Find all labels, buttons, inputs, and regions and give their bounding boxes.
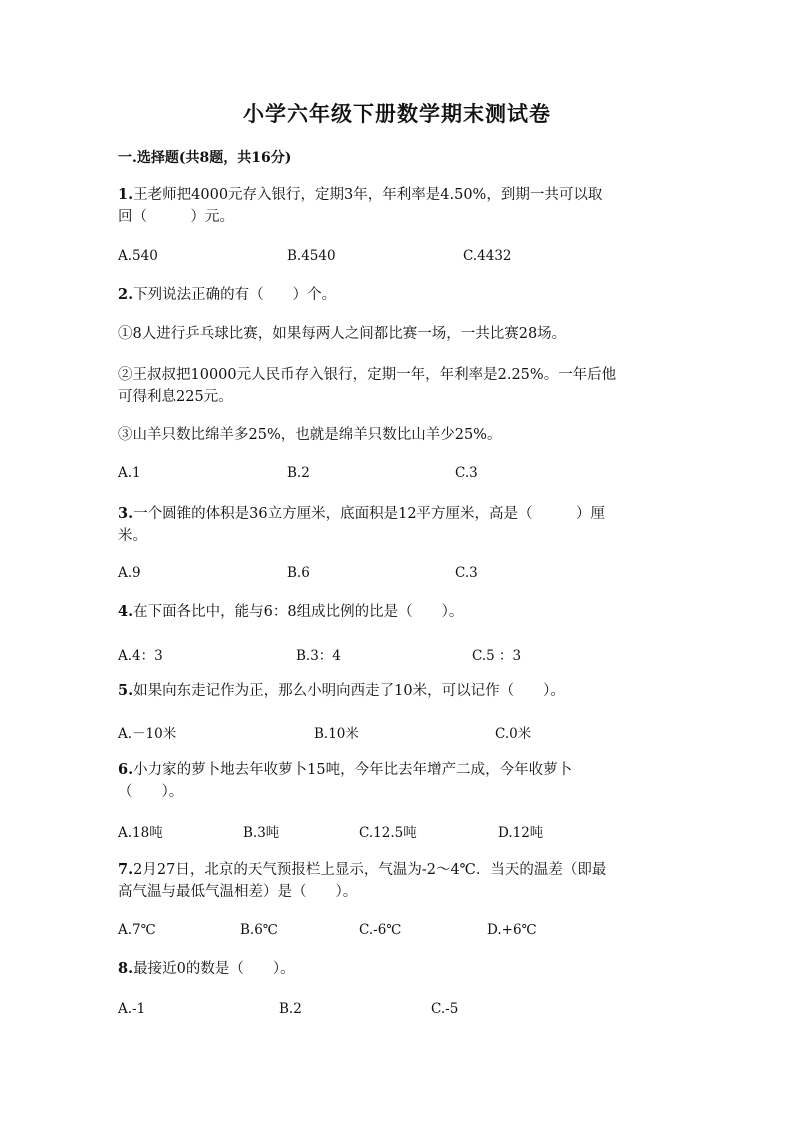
option-a: A.9 (118, 565, 141, 581)
question-text: 如果向东走记作为正，那么小明向西走了10米，可以记作（ ）。 (133, 683, 565, 699)
option-a: A.1 (118, 465, 141, 481)
question-number: 4. (118, 603, 134, 620)
question-number: 6. (118, 761, 134, 778)
question-text-continued: 高气温与最低气温相差）是（ ）。 (118, 884, 358, 900)
option-b: B.4540 (287, 248, 336, 264)
option-b: B.6 (287, 565, 310, 581)
question-text: 王老师把4000元存入银行，定期3年，年利率是4.50%，到期一共可以取 (133, 187, 603, 203)
option-c: C.-5 (431, 1001, 459, 1017)
question-text: 在下面各比中，能与6：8组成比例的比是（ ）。 (133, 604, 464, 620)
question-6 (118, 759, 678, 781)
statement-2-continued: 可得利息225元。 (118, 389, 233, 405)
question-1 (118, 184, 678, 206)
option-b: B.2 (287, 465, 310, 481)
option-a: A.-1 (118, 1001, 146, 1017)
question-2 (118, 284, 678, 306)
question-8 (118, 958, 678, 980)
question-text: 下列说法正确的有（ ）个。 (133, 287, 337, 303)
question-7 (118, 859, 678, 881)
option-b: B.6℃ (240, 922, 278, 938)
page-title: 小学六年级下册数学期末测试卷 (243, 101, 551, 126)
question-text: 小力家的萝卜地去年收萝卜15吨，今年比去年增产二成，今年收萝卜 (133, 762, 573, 778)
option-b: B.3吨 (243, 825, 280, 841)
statement-3: ③山羊只数比绵羊多25%，也就是绵羊只数比山羊少25%。 (118, 427, 502, 443)
section-heading: 一.选择题(共8题，共16分) (118, 150, 292, 166)
question-3 (118, 503, 678, 525)
question-text: 最接近0的数是（ ）。 (133, 961, 295, 977)
option-a: A.540 (118, 248, 158, 264)
statement-2: ②王叔叔把10000元人民币存入银行，定期一年，年利率是2.25%。一年后他 (118, 367, 617, 383)
question-number: 1. (118, 186, 134, 203)
question-5 (118, 680, 678, 702)
option-a: A.4：3 (118, 648, 163, 664)
option-c: C.12.5吨 (359, 825, 417, 841)
option-a: A.7℃ (118, 922, 156, 938)
option-c: C.4432 (463, 248, 512, 264)
statement-1: ①8人进行乒乓球比赛，如果每两人之间都比赛一场，一共比赛28场。 (118, 326, 567, 342)
option-d: D.+6℃ (487, 922, 537, 938)
question-text-continued: 回（ ）元。 (118, 209, 234, 225)
question-number: 7. (118, 861, 134, 878)
option-b: B.10米 (314, 726, 359, 742)
question-text-continued: （ ）。 (118, 784, 184, 800)
option-a: A.18吨 (118, 825, 163, 841)
option-c: C.0米 (495, 726, 532, 742)
question-number: 5. (118, 682, 134, 699)
question-number: 2. (118, 286, 134, 303)
question-4 (118, 601, 678, 623)
question-number: 8. (118, 960, 134, 977)
option-b: B.2 (279, 1001, 302, 1017)
question-text-continued: 米。 (118, 528, 147, 544)
option-c: C.3 (455, 465, 478, 481)
question-number: 3. (118, 505, 134, 522)
option-b: B.3：4 (296, 648, 341, 664)
question-text: 2月27日，北京的天气预报栏上显示，气温为-2～4℃．当天的温差（即最 (133, 862, 607, 878)
option-d: D.12吨 (498, 825, 544, 841)
question-text: 一个圆锥的体积是36立方厘米，底面积是12平方厘米，高是（ ）厘 (133, 506, 606, 522)
option-c: C.-6℃ (359, 922, 402, 938)
option-a: A.－10米 (118, 726, 177, 742)
option-c: C.5 ：3 (472, 648, 522, 664)
option-c: C.3 (455, 565, 478, 581)
